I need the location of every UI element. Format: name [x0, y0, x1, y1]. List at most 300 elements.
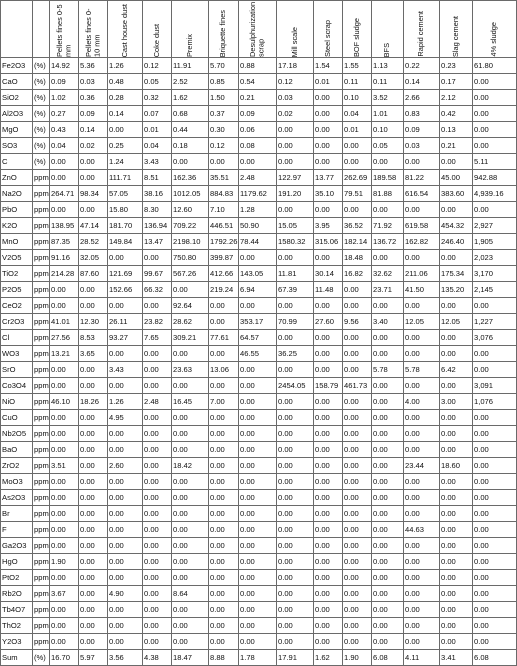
value-cell: 0.08 — [239, 138, 277, 154]
value-cell: 0.00 — [343, 586, 372, 602]
value-cell: 28.62 — [172, 314, 209, 330]
value-cell: 18.26 — [79, 394, 108, 410]
unit-cell: ppm — [33, 202, 50, 218]
value-cell: 0.00 — [372, 506, 404, 522]
value-cell: 27.60 — [314, 314, 343, 330]
value-cell: 8.88 — [209, 650, 239, 666]
element-cell: Sum — [1, 650, 33, 666]
value-cell: 57.05 — [108, 186, 143, 202]
table-row — [1, 362, 517, 378]
value-cell: 0.04 — [343, 106, 372, 122]
value-cell: 11.81 — [277, 266, 314, 282]
value-cell: 0.00 — [343, 330, 372, 346]
value-cell: 0.00 — [277, 554, 314, 570]
value-cell: 1.26 — [108, 58, 143, 74]
value-cell: 446.51 — [209, 218, 239, 234]
value-cell: 0.00 — [372, 442, 404, 458]
column-header-label: BFS — [382, 42, 392, 57]
value-cell: 3.51 — [50, 458, 79, 474]
value-cell: 0.00 — [372, 474, 404, 490]
column-header-label: Rapid cement — [416, 11, 426, 57]
value-cell: 36.52 — [343, 218, 372, 234]
value-cell: 0.00 — [372, 538, 404, 554]
value-cell: 0.00 — [209, 154, 239, 170]
table-row — [1, 442, 517, 458]
value-cell: 0.00 — [314, 154, 343, 170]
value-cell: 0.00 — [50, 282, 79, 298]
column-header — [404, 1, 440, 58]
value-cell: 0.48 — [108, 74, 143, 90]
unit-cell: ppm — [33, 602, 50, 618]
value-cell: 0.00 — [143, 634, 172, 650]
value-cell: 1.90 — [343, 650, 372, 666]
value-cell: 0.00 — [79, 410, 108, 426]
value-cell: 0.44 — [172, 122, 209, 138]
value-cell: 0.00 — [343, 202, 372, 218]
value-cell: 0.00 — [277, 394, 314, 410]
value-cell: 0.00 — [143, 602, 172, 618]
value-cell: 0.00 — [172, 522, 209, 538]
table-row — [1, 634, 517, 650]
value-cell: 0.00 — [79, 506, 108, 522]
value-cell: 0.18 — [172, 138, 209, 154]
value-cell: 14.92 — [50, 58, 79, 74]
value-cell: 0.23 — [440, 58, 473, 74]
unit-cell: ppm — [33, 490, 50, 506]
value-cell: 0.00 — [314, 618, 343, 634]
value-cell: 0.00 — [277, 298, 314, 314]
table-row — [1, 186, 517, 202]
value-cell: 3.56 — [108, 650, 143, 666]
value-cell: 0.00 — [343, 458, 372, 474]
value-cell: 0.00 — [314, 634, 343, 650]
value-cell: 0.00 — [343, 426, 372, 442]
value-cell: 0.00 — [343, 506, 372, 522]
value-cell: 0.00 — [50, 378, 79, 394]
value-cell: 0.00 — [143, 618, 172, 634]
value-cell: 0.00 — [314, 538, 343, 554]
value-cell: 0.00 — [209, 474, 239, 490]
value-cell: 0.00 — [277, 538, 314, 554]
value-cell: 0.00 — [143, 570, 172, 586]
value-cell: 0.00 — [209, 522, 239, 538]
unit-cell: ppm — [33, 378, 50, 394]
unit-cell: ppm — [33, 362, 50, 378]
value-cell: 353.17 — [239, 314, 277, 330]
value-cell: 98.34 — [79, 186, 108, 202]
value-cell: 0.00 — [473, 490, 517, 506]
value-cell: 0.00 — [473, 410, 517, 426]
value-cell: 81.88 — [372, 186, 404, 202]
value-cell: 0.00 — [343, 618, 372, 634]
value-cell: 0.00 — [108, 634, 143, 650]
value-cell: 121.69 — [108, 266, 143, 282]
value-cell: 0.00 — [239, 250, 277, 266]
value-cell: 0.00 — [50, 634, 79, 650]
value-cell: 0.00 — [108, 490, 143, 506]
table-row — [1, 458, 517, 474]
value-cell: 17.18 — [277, 58, 314, 74]
value-cell: 0.00 — [440, 602, 473, 618]
value-cell: 0.00 — [172, 618, 209, 634]
column-header — [277, 1, 314, 58]
value-cell: 8.30 — [143, 202, 172, 218]
value-cell: 2.48 — [239, 170, 277, 186]
table-row — [1, 538, 517, 554]
table-row — [1, 426, 517, 442]
column-header-label: 4% sludge — [489, 22, 499, 57]
value-cell: 0.21 — [440, 138, 473, 154]
element-cell: F — [1, 522, 33, 538]
value-cell: 0.06 — [239, 122, 277, 138]
value-cell: 0.00 — [314, 554, 343, 570]
value-cell: 1.50 — [209, 90, 239, 106]
value-cell: 0.00 — [343, 394, 372, 410]
value-cell: 2.52 — [172, 74, 209, 90]
value-cell: 0.00 — [108, 250, 143, 266]
value-cell: 0.02 — [79, 138, 108, 154]
element-cell: ZrO2 — [1, 458, 33, 474]
value-cell: 0.00 — [404, 442, 440, 458]
value-cell: 0.00 — [50, 442, 79, 458]
value-cell: 0.00 — [314, 202, 343, 218]
value-cell: 0.00 — [108, 426, 143, 442]
value-cell: 0.00 — [239, 538, 277, 554]
table-row — [1, 506, 517, 522]
element-cell: SiO2 — [1, 90, 33, 106]
table-row — [1, 122, 517, 138]
element-cell: WO3 — [1, 346, 33, 362]
value-cell: 0.00 — [372, 202, 404, 218]
value-cell: 91.16 — [50, 250, 79, 266]
value-cell: 0.00 — [277, 618, 314, 634]
value-cell: 0.85 — [209, 74, 239, 90]
value-cell: 0.00 — [79, 442, 108, 458]
value-cell: 162.82 — [404, 234, 440, 250]
element-cell: K2O — [1, 218, 33, 234]
value-cell: 26.11 — [108, 314, 143, 330]
unit-cell: (%) — [33, 122, 50, 138]
value-cell: 0.00 — [473, 586, 517, 602]
value-cell: 6.94 — [239, 282, 277, 298]
unit-cell: ppm — [33, 426, 50, 442]
value-cell: 0.00 — [440, 426, 473, 442]
value-cell: 0.07 — [143, 106, 172, 122]
table-row — [1, 154, 517, 170]
value-cell: 0.02 — [277, 106, 314, 122]
unit-cell: ppm — [33, 170, 50, 186]
value-cell: 0.00 — [50, 522, 79, 538]
value-cell: 0.00 — [372, 378, 404, 394]
value-cell: 0.00 — [143, 522, 172, 538]
value-cell: 87.60 — [79, 266, 108, 282]
value-cell: 0.00 — [473, 538, 517, 554]
value-cell: 0.00 — [172, 282, 209, 298]
value-cell: 8.53 — [79, 330, 108, 346]
table-row — [1, 138, 517, 154]
value-cell: 0.00 — [172, 154, 209, 170]
value-cell: 0.00 — [404, 330, 440, 346]
value-cell: 143.05 — [239, 266, 277, 282]
value-cell: 0.00 — [143, 362, 172, 378]
value-cell: 0.00 — [440, 634, 473, 650]
value-cell: 35.10 — [314, 186, 343, 202]
value-cell: 0.25 — [108, 138, 143, 154]
value-cell: 0.00 — [143, 426, 172, 442]
value-cell: 0.00 — [314, 458, 343, 474]
value-cell: 0.00 — [473, 298, 517, 314]
value-cell: 0.00 — [473, 474, 517, 490]
value-cell: 0.00 — [314, 394, 343, 410]
value-cell: 47.14 — [79, 218, 108, 234]
value-cell: 0.00 — [473, 442, 517, 458]
value-cell: 0.00 — [343, 154, 372, 170]
unit-cell: ppm — [33, 394, 50, 410]
value-cell: 0.42 — [440, 106, 473, 122]
table-row — [1, 314, 517, 330]
value-cell: 0.00 — [209, 378, 239, 394]
value-cell: 0.00 — [239, 554, 277, 570]
value-cell: 0.00 — [239, 490, 277, 506]
value-cell: 0.00 — [143, 458, 172, 474]
value-cell: 23.71 — [372, 282, 404, 298]
element-cell: Br — [1, 506, 33, 522]
value-cell: 0.00 — [372, 634, 404, 650]
unit-cell: (%) — [33, 74, 50, 90]
column-header — [343, 1, 372, 58]
value-cell: 0.05 — [372, 138, 404, 154]
header-unit — [33, 1, 50, 58]
value-cell: 5.78 — [404, 362, 440, 378]
value-cell: 0.00 — [79, 202, 108, 218]
value-cell: 13.47 — [143, 234, 172, 250]
column-header — [239, 1, 277, 58]
element-cell: Cl — [1, 330, 33, 346]
value-cell: 1.90 — [50, 554, 79, 570]
value-cell: 0.00 — [473, 122, 517, 138]
value-cell: 0.00 — [277, 362, 314, 378]
table-row — [1, 282, 517, 298]
value-cell: 0.04 — [143, 138, 172, 154]
unit-cell: (%) — [33, 154, 50, 170]
value-cell: 0.00 — [404, 618, 440, 634]
value-cell: 0.00 — [314, 106, 343, 122]
value-cell: 0.00 — [343, 554, 372, 570]
value-cell: 0.00 — [277, 122, 314, 138]
value-cell: 0.00 — [79, 522, 108, 538]
value-cell: 0.00 — [239, 618, 277, 634]
value-cell: 149.84 — [108, 234, 143, 250]
value-cell: 0.00 — [143, 586, 172, 602]
header-element — [1, 1, 33, 58]
value-cell: 219.24 — [209, 282, 239, 298]
unit-cell: ppm — [33, 506, 50, 522]
value-cell: 0.00 — [473, 90, 517, 106]
value-cell: 0.00 — [473, 138, 517, 154]
value-cell: 0.00 — [314, 490, 343, 506]
value-cell: 0.00 — [440, 490, 473, 506]
value-cell: 3.00 — [440, 394, 473, 410]
value-cell: 0.00 — [473, 426, 517, 442]
element-cell: CuO — [1, 410, 33, 426]
value-cell: 3.43 — [143, 154, 172, 170]
value-cell: 567.26 — [172, 266, 209, 282]
value-cell: 0.68 — [172, 106, 209, 122]
value-cell: 0.00 — [239, 458, 277, 474]
value-cell: 36.25 — [277, 346, 314, 362]
value-cell: 1.02 — [50, 90, 79, 106]
table-row — [1, 394, 517, 410]
value-cell: 0.00 — [404, 570, 440, 586]
unit-cell: (%) — [33, 138, 50, 154]
value-cell: 0.09 — [50, 74, 79, 90]
value-cell: 28.52 — [79, 234, 108, 250]
value-cell: 0.00 — [239, 570, 277, 586]
value-cell: 136.72 — [372, 234, 404, 250]
value-cell: 0.00 — [372, 618, 404, 634]
value-cell: 0.00 — [440, 506, 473, 522]
value-cell: 0.00 — [79, 554, 108, 570]
value-cell: 136.94 — [143, 218, 172, 234]
value-cell: 3.67 — [50, 586, 79, 602]
value-cell: 0.00 — [50, 490, 79, 506]
value-cell: 0.00 — [239, 410, 277, 426]
value-cell: 45.00 — [440, 170, 473, 186]
value-cell: 211.06 — [404, 266, 440, 282]
column-header-label: Desulphurization scrap — [248, 1, 266, 57]
table-body — [1, 58, 517, 666]
value-cell: 1,227 — [473, 314, 517, 330]
value-cell: 0.00 — [404, 554, 440, 570]
value-cell: 1.01 — [372, 106, 404, 122]
value-cell: 1.78 — [239, 650, 277, 666]
value-cell: 0.00 — [239, 426, 277, 442]
value-cell: 0.00 — [108, 506, 143, 522]
value-cell: 0.00 — [143, 554, 172, 570]
value-cell: 0.00 — [143, 538, 172, 554]
table-row — [1, 266, 517, 282]
table-row — [1, 378, 517, 394]
value-cell: 23.63 — [172, 362, 209, 378]
value-cell: 0.00 — [79, 170, 108, 186]
value-cell: 7.65 — [143, 330, 172, 346]
value-cell: 0.00 — [239, 154, 277, 170]
value-cell: 0.00 — [372, 346, 404, 362]
value-cell: 6.42 — [440, 362, 473, 378]
column-header — [314, 1, 343, 58]
unit-cell: ppm — [33, 314, 50, 330]
value-cell: 18.48 — [343, 250, 372, 266]
element-cell: Y2O3 — [1, 634, 33, 650]
value-cell: 0.00 — [343, 282, 372, 298]
table-row — [1, 250, 517, 266]
value-cell: 0.00 — [79, 282, 108, 298]
value-cell: 0.00 — [143, 506, 172, 522]
value-cell: 3.41 — [440, 650, 473, 666]
value-cell: 38.16 — [143, 186, 172, 202]
value-cell: 264.71 — [50, 186, 79, 202]
value-cell: 15.80 — [108, 202, 143, 218]
value-cell: 0.00 — [372, 330, 404, 346]
value-cell: 0.00 — [372, 410, 404, 426]
value-cell: 0.00 — [277, 410, 314, 426]
value-cell: 0.10 — [372, 122, 404, 138]
element-cell: ZnO — [1, 170, 33, 186]
value-cell: 13.77 — [314, 170, 343, 186]
value-cell: 0.00 — [277, 138, 314, 154]
value-cell: 399.87 — [209, 250, 239, 266]
value-cell: 0.01 — [314, 74, 343, 90]
value-cell: 0.00 — [172, 538, 209, 554]
value-cell: 1580.32 — [277, 234, 314, 250]
value-cell: 2.60 — [108, 458, 143, 474]
value-cell: 0.00 — [172, 570, 209, 586]
value-cell: 2198.10 — [172, 234, 209, 250]
value-cell: 0.05 — [143, 74, 172, 90]
value-cell: 13.06 — [209, 362, 239, 378]
element-cell: C — [1, 154, 33, 170]
value-cell: 18.60 — [440, 458, 473, 474]
value-cell: 4.38 — [143, 650, 172, 666]
value-cell: 0.00 — [143, 250, 172, 266]
value-cell: 0.03 — [277, 90, 314, 106]
value-cell: 0.00 — [50, 506, 79, 522]
value-cell: 0.00 — [209, 410, 239, 426]
value-cell: 0.00 — [343, 346, 372, 362]
value-cell: 0.00 — [277, 570, 314, 586]
value-cell: 5.11 — [473, 154, 517, 170]
value-cell: 1179.62 — [239, 186, 277, 202]
value-cell: 0.00 — [50, 602, 79, 618]
table-row — [1, 554, 517, 570]
unit-cell: ppm — [33, 554, 50, 570]
value-cell: 616.54 — [404, 186, 440, 202]
value-cell: 0.10 — [343, 90, 372, 106]
value-cell: 0.00 — [277, 490, 314, 506]
column-header — [79, 1, 108, 58]
value-cell: 0.00 — [440, 618, 473, 634]
table-row — [1, 410, 517, 426]
column-header — [50, 1, 79, 58]
value-cell: 16.45 — [172, 394, 209, 410]
element-cell: Nb2O5 — [1, 426, 33, 442]
value-cell: 0.00 — [277, 458, 314, 474]
value-cell: 3,076 — [473, 330, 517, 346]
value-cell: 0.12 — [209, 138, 239, 154]
element-cell: PbO — [1, 202, 33, 218]
value-cell: 0.00 — [404, 378, 440, 394]
element-cell: P2O5 — [1, 282, 33, 298]
value-cell: 0.09 — [79, 106, 108, 122]
value-cell: 0.00 — [143, 474, 172, 490]
value-cell: 0.00 — [143, 442, 172, 458]
value-cell: 2,927 — [473, 218, 517, 234]
value-cell: 0.00 — [314, 298, 343, 314]
value-cell: 0.00 — [343, 538, 372, 554]
value-cell: 61.80 — [473, 58, 517, 74]
value-cell: 0.00 — [79, 154, 108, 170]
value-cell: 8.64 — [172, 586, 209, 602]
value-cell: 0.01 — [143, 122, 172, 138]
value-cell: 0.00 — [277, 634, 314, 650]
value-cell: 0.00 — [209, 602, 239, 618]
value-cell: 0.00 — [404, 202, 440, 218]
value-cell: 0.00 — [314, 346, 343, 362]
value-cell: 175.34 — [440, 266, 473, 282]
value-cell: 0.00 — [239, 378, 277, 394]
unit-cell: (%) — [33, 90, 50, 106]
unit-cell: ppm — [33, 634, 50, 650]
